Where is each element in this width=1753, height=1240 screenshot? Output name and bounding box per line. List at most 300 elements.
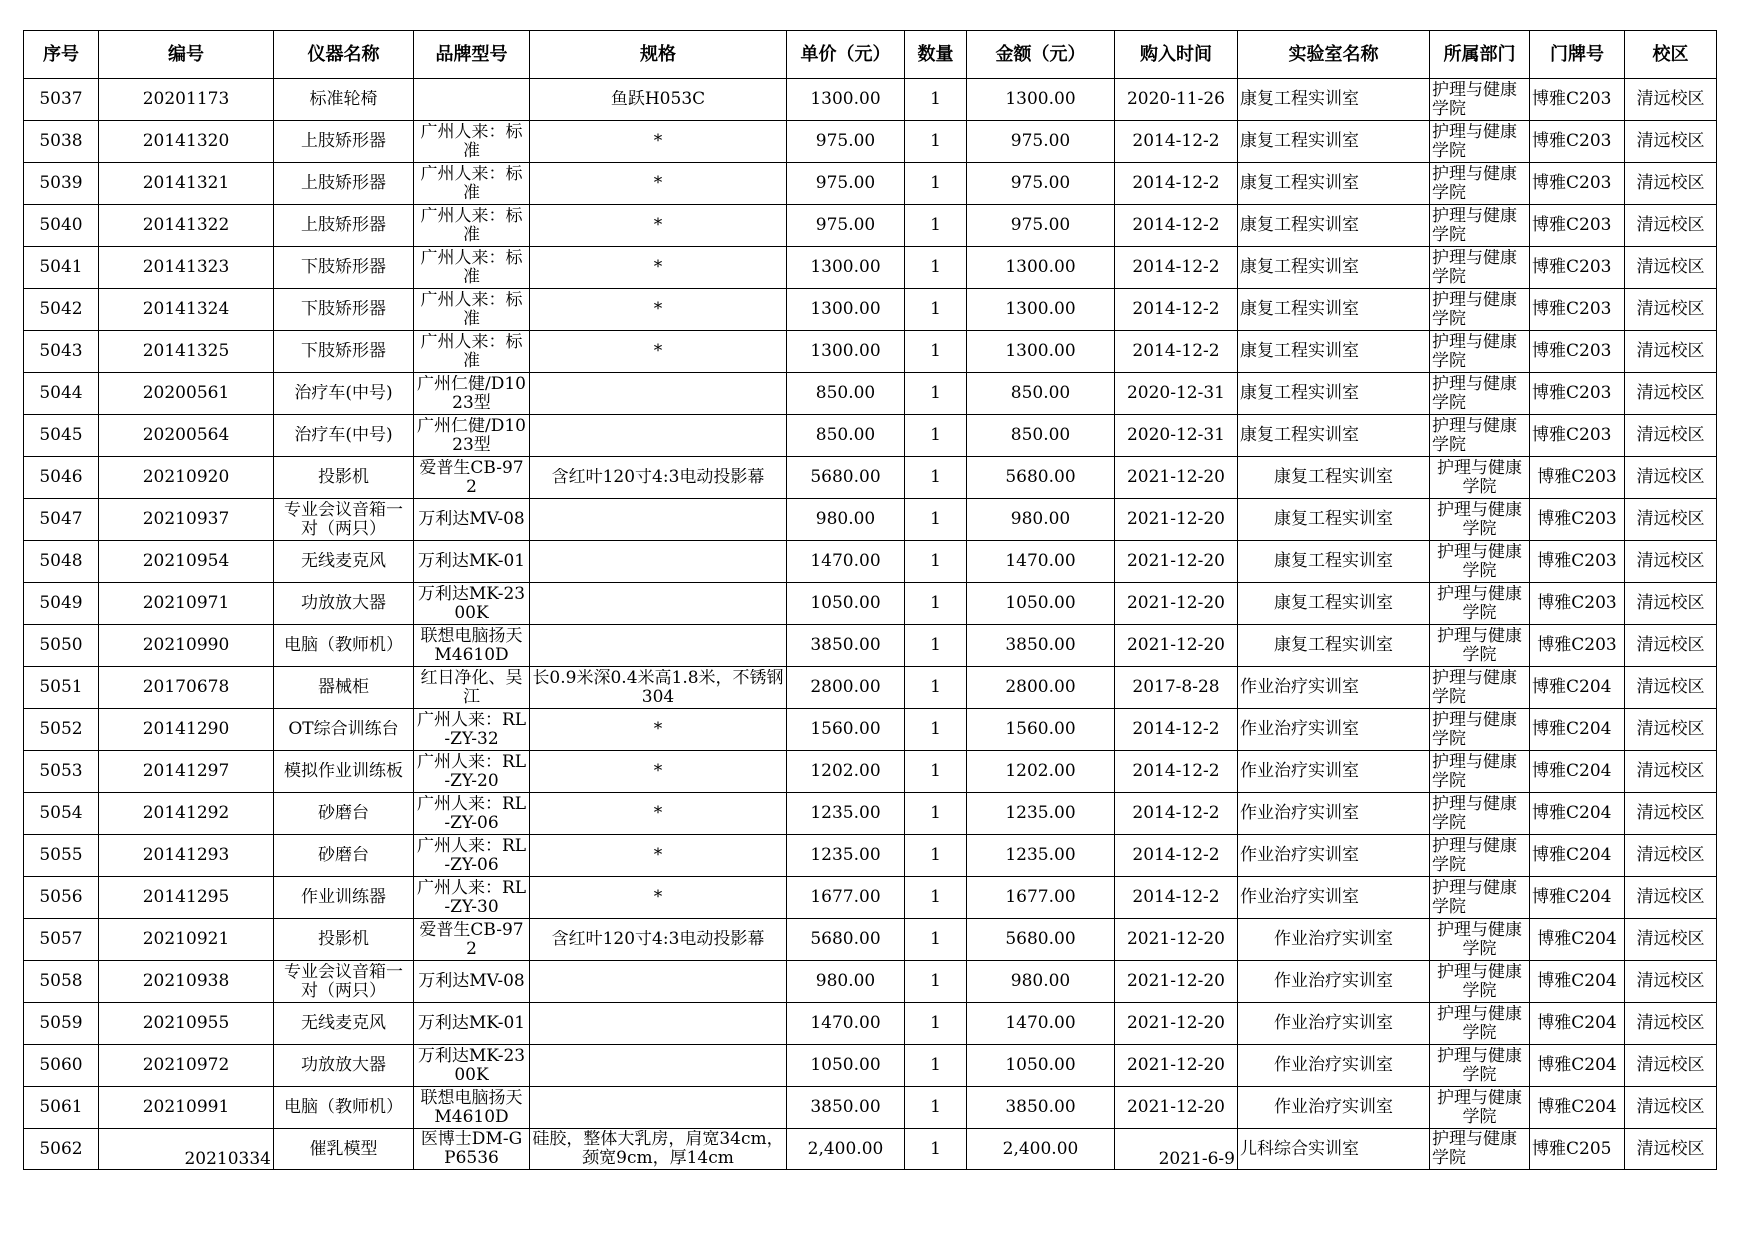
cell-text: 2021-12-20: [1126, 1097, 1225, 1117]
cell-text: 20200564: [142, 425, 230, 445]
header-campus: 校区: [1625, 31, 1717, 79]
cell-text: 2021-12-20: [1126, 1055, 1225, 1075]
table-row: [24, 457, 1717, 499]
cell-code: [99, 499, 274, 541]
cell-text: 上肢矫形器: [301, 174, 386, 193]
cell-text: 1300.00: [1005, 341, 1076, 361]
cell-campus: [1625, 289, 1717, 331]
cell-instrument-name: [274, 121, 414, 163]
cell-text: 清远校区: [1636, 131, 1705, 151]
cell-instrument-name: [274, 205, 414, 247]
cell-text: 20201173: [142, 89, 230, 109]
cell-text: 5680.00: [1005, 929, 1076, 949]
cell-department: [1430, 205, 1530, 247]
cell-serial: [24, 1129, 99, 1170]
cell-room: [1530, 877, 1625, 919]
cell-text: 2014-12-2: [1132, 845, 1220, 865]
cell-text: 20210938: [142, 971, 230, 991]
table-row: [24, 1003, 1717, 1045]
cell-text: 1: [930, 803, 941, 823]
cell-serial: [24, 709, 99, 751]
table-row: [24, 919, 1717, 961]
cell-purchase-date: [1115, 583, 1238, 625]
cell-text: 博雅C203: [1537, 551, 1617, 571]
cell-text: 1560.00: [810, 719, 881, 739]
cell-code: [99, 205, 274, 247]
cell-room: [1530, 1045, 1625, 1087]
cell-text: 20141295: [142, 887, 230, 907]
cell-text: 清远校区: [1636, 677, 1705, 697]
cell-lab-name: [1238, 877, 1430, 919]
cell-campus: [1625, 919, 1717, 961]
cell-code: [99, 1129, 274, 1170]
cell-serial: [24, 877, 99, 919]
cell-text: 清远校区: [1636, 257, 1705, 277]
cell-spec: [530, 793, 787, 835]
cell-text: 1: [930, 341, 941, 361]
cell-text: 下肢矫形器: [301, 300, 386, 319]
cell-text: 专业会议音箱一对（两只）: [284, 962, 403, 1001]
cell-text: 治疗车(中号): [294, 384, 393, 403]
cell-text: *: [653, 216, 663, 235]
cell-text: 1202.00: [810, 761, 881, 781]
cell-department: [1430, 331, 1530, 373]
cell-campus: [1625, 457, 1717, 499]
cell-text: 护理与健康学院: [1432, 416, 1517, 455]
cell-instrument-name: [274, 1003, 414, 1045]
cell-text: 1050.00: [1005, 1055, 1076, 1075]
cell-text: 2800.00: [810, 677, 881, 697]
cell-room: [1530, 289, 1625, 331]
cell-code: [99, 541, 274, 583]
cell-text: 20210991: [142, 1097, 230, 1117]
cell-code: [99, 1087, 274, 1129]
cell-text: 5048: [39, 551, 83, 571]
cell-serial: [24, 667, 99, 709]
cell-room: [1530, 1129, 1625, 1170]
cell-purchase-date: [1115, 205, 1238, 247]
cell-text: 2021-12-20: [1126, 551, 1225, 571]
cell-text: 5062: [39, 1138, 83, 1159]
cell-text: 2021-12-20: [1126, 971, 1225, 991]
cell-room: [1530, 205, 1625, 247]
cell-text: 5045: [39, 425, 83, 445]
cell-text: 护理与健康学院: [1432, 1130, 1517, 1168]
table-row: [24, 625, 1717, 667]
cell-text: 5057: [39, 929, 83, 949]
cell-text: 无线麦克风: [301, 1014, 386, 1033]
cell-text: 作业治疗实训室: [1240, 677, 1359, 697]
cell-text: 康复工程实训室: [1274, 509, 1393, 529]
cell-text: 广州仁健/D1023型: [417, 416, 526, 455]
cell-amount: [967, 961, 1115, 1003]
cell-instrument-name: [274, 415, 414, 457]
cell-department: [1430, 961, 1530, 1003]
cell-quantity: [905, 121, 967, 163]
table-row: [24, 667, 1717, 709]
cell-quantity: [905, 583, 967, 625]
cell-text: 2020-11-26: [1126, 89, 1225, 109]
cell-text: 博雅C204: [1532, 761, 1612, 781]
cell-text: 康复工程实训室: [1240, 173, 1359, 193]
cell-serial: [24, 1087, 99, 1129]
cell-text: 975.00: [1010, 173, 1071, 193]
cell-text: 1235.00: [810, 845, 881, 865]
cell-department: [1430, 247, 1530, 289]
cell-amount: [967, 1003, 1115, 1045]
cell-text: 广州人来：标准: [420, 206, 523, 245]
cell-text: 5680.00: [1005, 467, 1076, 487]
cell-serial: [24, 1045, 99, 1087]
cell-text: 护理与健康学院: [1432, 794, 1517, 833]
cell-spec: [530, 415, 787, 457]
cell-text: 护理与健康学院: [1432, 164, 1517, 203]
header-code: 编号: [99, 31, 274, 79]
cell-text: 1677.00: [1005, 887, 1076, 907]
cell-text: 护理与健康学院: [1437, 1088, 1522, 1127]
cell-text: 功放放大器: [301, 594, 386, 613]
cell-text: 护理与健康学院: [1432, 290, 1517, 329]
cell-text: *: [653, 846, 663, 865]
cell-code: [99, 121, 274, 163]
cell-spec: [530, 79, 787, 121]
cell-purchase-date: [1115, 1003, 1238, 1045]
cell-spec: [530, 541, 787, 583]
cell-room: [1530, 583, 1625, 625]
cell-serial: [24, 163, 99, 205]
cell-department: [1430, 919, 1530, 961]
cell-room: [1530, 667, 1625, 709]
cell-code: [99, 793, 274, 835]
cell-amount: [967, 667, 1115, 709]
cell-text: 作业治疗实训室: [1240, 845, 1359, 865]
cell-text: 博雅C203: [1532, 383, 1612, 403]
cell-text: *: [653, 804, 663, 823]
cell-unit-price: [787, 793, 905, 835]
cell-text: 1235.00: [1005, 803, 1076, 823]
cell-text: 护理与健康学院: [1432, 710, 1517, 749]
cell-serial: [24, 751, 99, 793]
cell-unit-price: [787, 625, 905, 667]
cell-text: 广州人来：标准: [420, 332, 523, 371]
cell-text: 作业治疗实训室: [1274, 1013, 1393, 1033]
cell-text: 博雅C204: [1537, 971, 1617, 991]
cell-code: [99, 583, 274, 625]
cell-text: 1300.00: [810, 299, 881, 319]
cell-unit-price: [787, 415, 905, 457]
cell-text: 清远校区: [1636, 467, 1705, 487]
cell-text: 清远校区: [1636, 761, 1705, 781]
cell-text: 20141292: [142, 803, 230, 823]
cell-spec: [530, 331, 787, 373]
cell-text: 护理与健康学院: [1432, 332, 1517, 371]
cell-text: 治疗车(中号): [294, 426, 393, 445]
cell-text: 模拟作业训练板: [284, 762, 403, 781]
cell-brand-model: [414, 1003, 530, 1045]
cell-text: 投影机: [318, 468, 369, 487]
cell-amount: [967, 79, 1115, 121]
cell-amount: [967, 373, 1115, 415]
cell-purchase-date: [1115, 373, 1238, 415]
cell-unit-price: [787, 541, 905, 583]
cell-text: 护理与健康学院: [1432, 752, 1517, 791]
cell-text: 20141322: [142, 215, 230, 235]
cell-text: 清远校区: [1636, 341, 1705, 361]
cell-text: 980.00: [815, 509, 876, 529]
cell-text: *: [653, 258, 663, 277]
cell-text: 作业治疗实训室: [1274, 971, 1393, 991]
cell-text: 康复工程实训室: [1240, 341, 1359, 361]
cell-room: [1530, 457, 1625, 499]
cell-brand-model: [414, 331, 530, 373]
table-row: [24, 751, 1717, 793]
cell-campus: [1625, 793, 1717, 835]
cell-text: 电脑（教师机）: [284, 1098, 403, 1117]
header-spec: 规格: [530, 31, 787, 79]
cell-code: [99, 835, 274, 877]
table-row: [24, 961, 1717, 1003]
cell-amount: [967, 835, 1115, 877]
cell-brand-model: [414, 457, 530, 499]
header-instrument-name: 仪器名称: [274, 31, 414, 79]
cell-text: 2021-6-9: [1158, 1149, 1235, 1169]
cell-text: 含红叶120寸4:3电动投影幕: [551, 930, 765, 949]
cell-room: [1530, 625, 1625, 667]
cell-quantity: [905, 79, 967, 121]
cell-text: 作业治疗实训室: [1240, 719, 1359, 739]
cell-text: 1050.00: [810, 593, 881, 613]
cell-instrument-name: [274, 1045, 414, 1087]
cell-text: 1050.00: [1005, 593, 1076, 613]
cell-serial: [24, 289, 99, 331]
cell-text: 博雅C203: [1532, 257, 1612, 277]
cell-serial: [24, 835, 99, 877]
table-row: [24, 373, 1717, 415]
cell-spec: [530, 1045, 787, 1087]
cell-quantity: [905, 289, 967, 331]
cell-department: [1430, 163, 1530, 205]
cell-room: [1530, 835, 1625, 877]
cell-purchase-date: [1115, 751, 1238, 793]
cell-code: [99, 709, 274, 751]
cell-lab-name: [1238, 331, 1430, 373]
cell-unit-price: [787, 79, 905, 121]
cell-spec: [530, 919, 787, 961]
cell-spec: [530, 583, 787, 625]
cell-lab-name: [1238, 457, 1430, 499]
cell-text: 2014-12-2: [1132, 341, 1220, 361]
cell-text: 20210954: [142, 551, 230, 571]
cell-text: 康复工程实训室: [1274, 467, 1393, 487]
cell-purchase-date: [1115, 331, 1238, 373]
cell-spec: [530, 709, 787, 751]
cell-text: 清远校区: [1636, 383, 1705, 403]
cell-text: 硅胶，整体大乳房，肩宽34cm，颈宽9cm，厚14cm: [532, 1130, 784, 1168]
cell-text: 博雅C203: [1537, 593, 1617, 613]
cell-text: 1: [930, 1138, 941, 1159]
table-row: [24, 709, 1717, 751]
cell-text: 博雅C203: [1537, 509, 1617, 529]
cell-text: 万利达MK-01: [417, 1014, 526, 1033]
cell-text: *: [653, 174, 663, 193]
cell-text: 1: [930, 425, 941, 445]
cell-room: [1530, 1087, 1625, 1129]
cell-spec: [530, 457, 787, 499]
cell-text: 护理与健康学院: [1437, 584, 1522, 623]
cell-campus: [1625, 499, 1717, 541]
cell-text: 下肢矫形器: [301, 258, 386, 277]
cell-text: 2014-12-2: [1132, 803, 1220, 823]
cell-purchase-date: [1115, 163, 1238, 205]
cell-text: 护理与健康学院: [1432, 836, 1517, 875]
cell-campus: [1625, 415, 1717, 457]
cell-code: [99, 247, 274, 289]
cell-text: 清远校区: [1636, 299, 1705, 319]
cell-room: [1530, 499, 1625, 541]
cell-amount: [967, 331, 1115, 373]
cell-brand-model: [414, 1129, 530, 1170]
cell-unit-price: [787, 247, 905, 289]
cell-unit-price: [787, 961, 905, 1003]
cell-text: OT综合训练台: [288, 720, 399, 739]
cell-unit-price: [787, 835, 905, 877]
cell-text: *: [653, 342, 663, 361]
cell-text: 标准轮椅: [309, 90, 378, 109]
cell-text: 康复工程实训室: [1274, 635, 1393, 655]
cell-text: 爱普生CB-972: [419, 920, 524, 959]
table-row: [24, 583, 1717, 625]
cell-serial: [24, 373, 99, 415]
cell-text: 2800.00: [1005, 677, 1076, 697]
cell-text: 5047: [39, 509, 83, 529]
cell-text: 1235.00: [1005, 845, 1076, 865]
cell-quantity: [905, 751, 967, 793]
cell-text: 无线麦克风: [301, 552, 386, 571]
cell-code: [99, 457, 274, 499]
cell-text: 作业训练器: [301, 888, 386, 907]
cell-instrument-name: [274, 877, 414, 919]
cell-text: 2021-12-20: [1126, 635, 1225, 655]
cell-unit-price: [787, 709, 905, 751]
cell-text: 3850.00: [1005, 635, 1076, 655]
cell-department: [1430, 121, 1530, 163]
cell-campus: [1625, 373, 1717, 415]
cell-text: 博雅C203: [1537, 635, 1617, 655]
cell-text: 清远校区: [1636, 887, 1705, 907]
cell-text: 清远校区: [1636, 971, 1705, 991]
cell-spec: [530, 877, 787, 919]
cell-amount: [967, 163, 1115, 205]
cell-amount: [967, 877, 1115, 919]
cell-lab-name: [1238, 163, 1430, 205]
cell-text: 清远校区: [1636, 509, 1705, 529]
cell-department: [1430, 79, 1530, 121]
cell-campus: [1625, 1087, 1717, 1129]
cell-unit-price: [787, 163, 905, 205]
cell-unit-price: [787, 331, 905, 373]
cell-amount: [967, 751, 1115, 793]
cell-brand-model: [414, 499, 530, 541]
cell-lab-name: [1238, 919, 1430, 961]
header-quantity: 数量: [905, 31, 967, 79]
cell-text: 5049: [39, 593, 83, 613]
cell-instrument-name: [274, 1129, 414, 1170]
cell-text: 5040: [39, 215, 83, 235]
cell-text: *: [653, 720, 663, 739]
cell-department: [1430, 1045, 1530, 1087]
cell-spec: [530, 499, 787, 541]
cell-lab-name: [1238, 961, 1430, 1003]
cell-text: 器械柜: [318, 678, 369, 697]
cell-text: 护理与健康学院: [1437, 626, 1522, 665]
cell-brand-model: [414, 583, 530, 625]
header-serial: 序号: [24, 31, 99, 79]
cell-text: 20141320: [142, 131, 230, 151]
cell-unit-price: [787, 373, 905, 415]
table-row: [24, 1087, 1717, 1129]
cell-text: 20141325: [142, 341, 230, 361]
cell-text: 红日净化、吴江: [420, 668, 523, 707]
cell-text: 20141290: [142, 719, 230, 739]
cell-lab-name: [1238, 79, 1430, 121]
cell-text: 清远校区: [1636, 803, 1705, 823]
cell-code: [99, 625, 274, 667]
cell-campus: [1625, 961, 1717, 1003]
cell-unit-price: [787, 1045, 905, 1087]
cell-text: 2014-12-2: [1132, 215, 1220, 235]
cell-room: [1530, 415, 1625, 457]
cell-text: 1: [930, 845, 941, 865]
cell-text: 3850.00: [1005, 1097, 1076, 1117]
cell-instrument-name: [274, 289, 414, 331]
cell-text: 康复工程实训室: [1274, 593, 1393, 613]
cell-text: 1470.00: [810, 1013, 881, 1033]
cell-text: 清远校区: [1636, 1097, 1705, 1117]
cell-text: 1: [930, 299, 941, 319]
cell-text: 980.00: [1010, 509, 1071, 529]
cell-lab-name: [1238, 1003, 1430, 1045]
cell-quantity: [905, 499, 967, 541]
cell-text: 儿科综合实训室: [1240, 1138, 1359, 1159]
cell-campus: [1625, 667, 1717, 709]
cell-purchase-date: [1115, 961, 1238, 1003]
cell-instrument-name: [274, 583, 414, 625]
cell-text: 20141293: [142, 845, 230, 865]
cell-unit-price: [787, 205, 905, 247]
cell-instrument-name: [274, 331, 414, 373]
cell-quantity: [905, 1087, 967, 1129]
cell-purchase-date: [1115, 457, 1238, 499]
cell-text: 5680.00: [810, 929, 881, 949]
cell-text: 康复工程实训室: [1240, 131, 1359, 151]
cell-text: 5061: [39, 1097, 83, 1117]
cell-text: 护理与健康学院: [1432, 80, 1517, 119]
table-row: [24, 877, 1717, 919]
header-row: [24, 31, 1717, 79]
cell-text: 5051: [39, 677, 83, 697]
cell-text: 1300.00: [810, 341, 881, 361]
cell-text: 砂磨台: [318, 846, 369, 865]
cell-text: 康复工程实训室: [1240, 257, 1359, 277]
cell-text: 5046: [39, 467, 83, 487]
cell-instrument-name: [274, 499, 414, 541]
cell-text: 广州仁健/D1023型: [417, 374, 526, 413]
cell-text: 1: [930, 551, 941, 571]
cell-text: 5680.00: [810, 467, 881, 487]
cell-text: 20210921: [142, 929, 230, 949]
cell-text: 鱼跃H053C: [610, 90, 706, 109]
cell-department: [1430, 1087, 1530, 1129]
